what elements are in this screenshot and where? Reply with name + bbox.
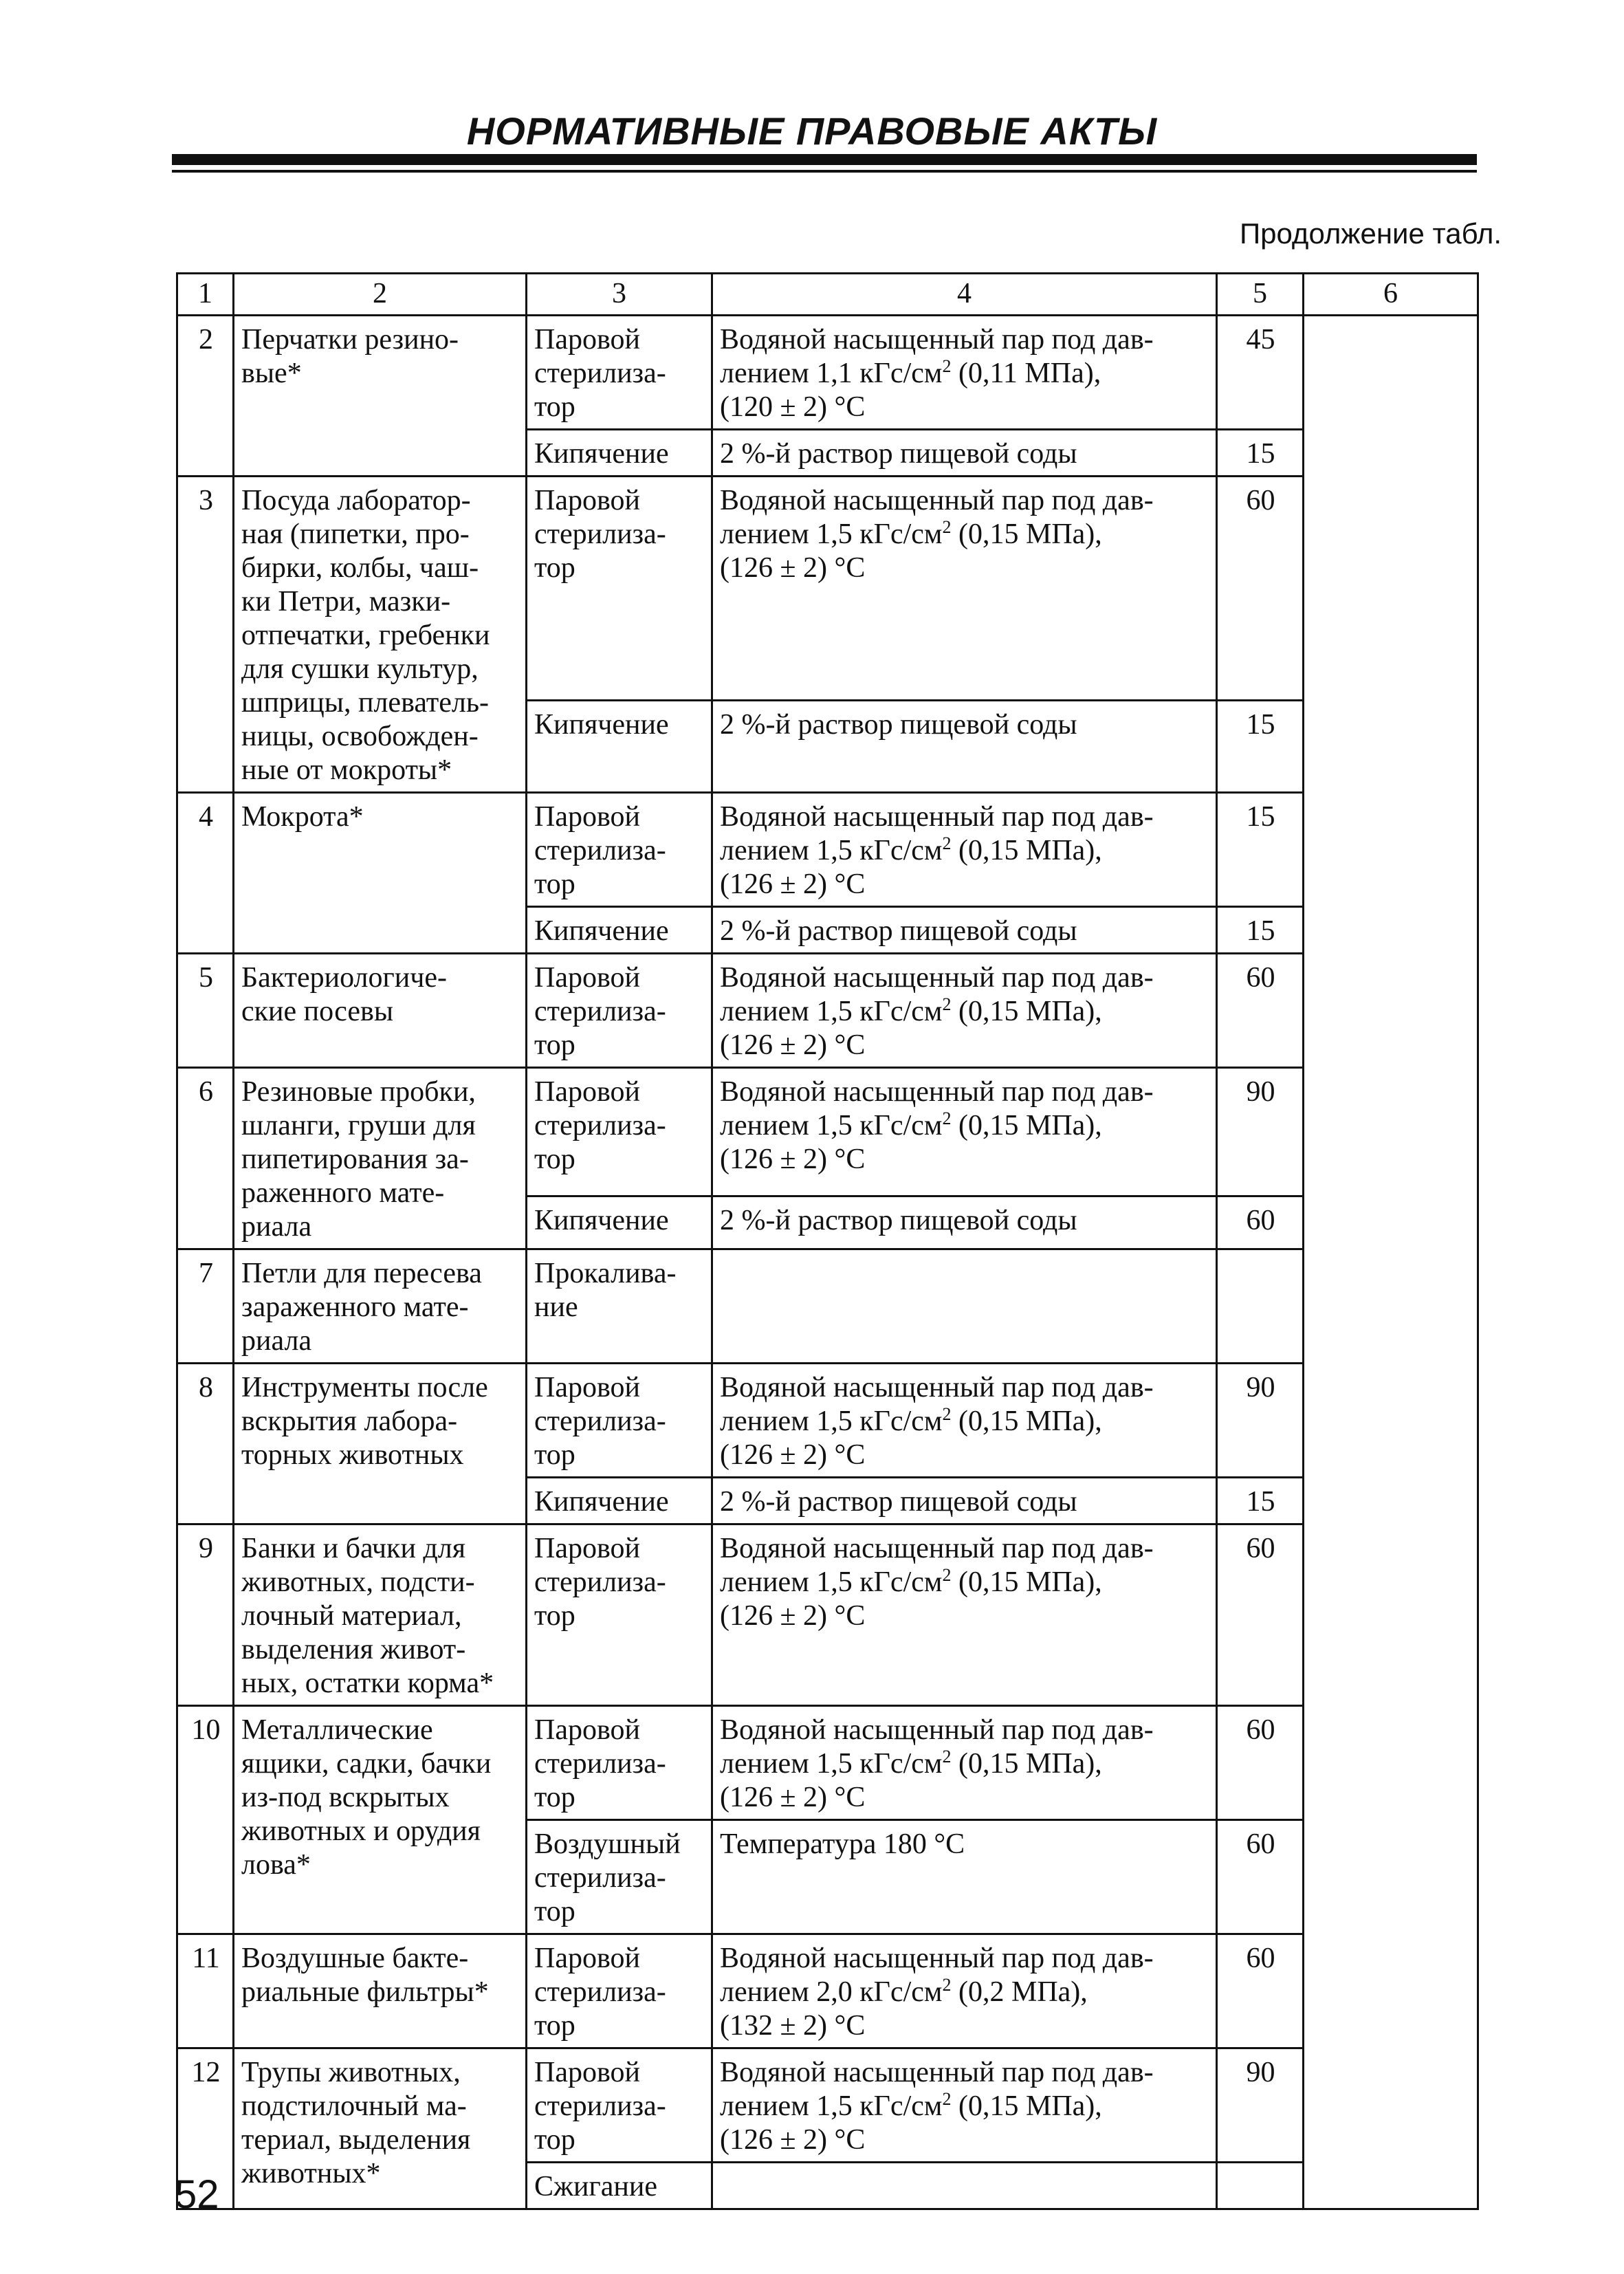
disinfection-table (176, 272, 1479, 2210)
mode-text-tail: (0,15 МПа), (126 ± 2) °С (720, 996, 1102, 1061)
mode-text: Водяной насыщенный пар под дав- лением 1,5 кГс/см (720, 1372, 1154, 1437)
exposure-time-cell: 15 (1217, 1478, 1304, 1524)
mode-text-tail: (0,15 МПа), (126 ± 2) °С (720, 1566, 1102, 1632)
mode-superscript: 2 (942, 994, 952, 1014)
header-rule-thick (172, 154, 1477, 165)
object-cell: Резиновые пробки, шланги, груши для пипетирования за- раженного мате- риала (234, 1068, 527, 1249)
row-number-cell: 10 (177, 1706, 234, 1934)
method-cell: Паровой стерилиза- тор (527, 316, 712, 430)
mode-cell (712, 2163, 1217, 2209)
mode-cell (712, 954, 1217, 1068)
method-cell: Паровой стерилиза- тор (527, 954, 712, 1068)
mode-text: Водяной насыщенный пар под дав- лением 1,5 кГс/см (720, 1076, 1154, 1141)
mode-text: Водяной насыщенный пар под дав- лением 1,5 кГс/см (720, 485, 1154, 550)
mode-cell (712, 793, 1217, 907)
method-cell: Паровой стерилиза- тор (527, 1068, 712, 1196)
method-cell: Кипячение (527, 907, 712, 954)
exposure-time-cell (1217, 2163, 1304, 2209)
object-cell: Бактериологиче- ские посевы (234, 954, 527, 1068)
method-cell: Паровой стерилиза- тор (527, 793, 712, 907)
exposure-time-cell (1217, 1249, 1304, 1364)
exposure-time-cell: 60 (1217, 477, 1304, 701)
row-number-cell: 6 (177, 1068, 234, 1249)
method-cell: Паровой стерилиза- тор (527, 1934, 712, 2048)
mode-text: 2 %-й раствор пищевой соды (720, 1486, 1077, 1518)
exposure-time-cell: 60 (1217, 1196, 1304, 1249)
object-cell: Петли для пересева зараженного мате- риала (234, 1249, 527, 1364)
object-cell: Мокрота* (234, 793, 527, 954)
mode-text: Водяной насыщенный пар под дав- лением 1,5 кГс/см (720, 1533, 1154, 1598)
table-row (177, 1364, 1478, 1478)
method-cell: Паровой стерилиза- тор (527, 1364, 712, 1478)
mode-text: Водяной насыщенный пар под дав- лением 2,0 кГс/см (720, 1943, 1154, 2008)
method-cell: Паровой стерилиза- тор (527, 1524, 712, 1706)
method-cell: Кипячение (527, 430, 712, 477)
object-cell: Металлические ящики, садки, бачки из-под вскрытых животных и орудия лова* (234, 1706, 527, 1934)
exposure-time-cell: 15 (1217, 430, 1304, 477)
exposure-time-cell: 15 (1217, 793, 1304, 907)
mode-text-tail: (0,15 МПа), (126 ± 2) °С (720, 1110, 1102, 1175)
column-number-cell: 6 (1304, 274, 1478, 316)
table-body (177, 274, 1478, 2209)
row-number-cell: 4 (177, 793, 234, 954)
exposure-time-cell: 90 (1217, 2048, 1304, 2163)
table-row (177, 1934, 1478, 2048)
mode-cell (712, 1706, 1217, 1820)
mode-superscript: 2 (942, 517, 952, 537)
row-number-cell: 2 (177, 316, 234, 477)
mode-text-tail: (0,15 МПа), (126 ± 2) °С (720, 2090, 1102, 2156)
method-cell: Воздушный стерилиза- тор (527, 1820, 712, 1934)
column-6-cell (1304, 316, 1478, 2209)
mode-superscript: 2 (942, 2089, 952, 2109)
mode-text-tail: (0,15 МПа), (126 ± 2) °С (720, 1406, 1102, 1471)
mode-cell (712, 701, 1217, 793)
mode-text-tail: (0,15 МПа), (126 ± 2) °С (720, 518, 1102, 584)
method-cell: Кипячение (527, 1196, 712, 1249)
mode-cell (712, 1934, 1217, 2048)
mode-superscript: 2 (942, 833, 952, 853)
method-cell: Паровой стерилиза- тор (527, 1706, 712, 1820)
mode-cell (712, 1196, 1217, 1249)
mode-superscript: 2 (942, 1747, 952, 1767)
mode-superscript: 2 (942, 1565, 952, 1585)
exposure-time-cell: 90 (1217, 1068, 1304, 1196)
mode-text: Водяной насыщенный пар под дав- лением 1,5 кГс/см (720, 1714, 1154, 1780)
row-number-cell: 12 (177, 2048, 234, 2209)
page-number: 52 (175, 2172, 219, 2217)
object-cell: Перчатки резино- вые* (234, 316, 527, 477)
table-row (177, 954, 1478, 1068)
table-row (177, 2048, 1478, 2163)
object-cell: Трупы животных, подстилочный ма- териал, выделения животных* (234, 2048, 527, 2209)
mode-superscript: 2 (942, 1975, 952, 1995)
table-row (177, 477, 1478, 701)
header-rule-thin (172, 170, 1477, 173)
method-cell: Кипячение (527, 701, 712, 793)
row-number-cell: 7 (177, 1249, 234, 1364)
exposure-time-cell: 15 (1217, 701, 1304, 793)
mode-superscript: 2 (942, 356, 952, 376)
object-cell: Банки и бачки для животных, подсти- лочный материал, выделения живот- ных, остатки корма* (234, 1524, 527, 1706)
method-cell: Паровой стерилиза- тор (527, 2048, 712, 2163)
mode-text: Температура 180 °С (720, 1828, 965, 1860)
row-number-cell: 3 (177, 477, 234, 793)
mode-cell (712, 477, 1217, 701)
mode-cell (712, 1068, 1217, 1196)
mode-text-tail: (0,2 МПа), (132 ± 2) °С (720, 1976, 1088, 2042)
table-row (177, 793, 1478, 907)
mode-text-tail: (0,11 МПа), (120 ± 2) °С (720, 358, 1101, 423)
mode-text: Водяной насыщенный пар под дав- лением 1,5 кГс/см (720, 801, 1154, 866)
mode-text: Водяной насыщенный пар под дав- лением 1,5 кГс/см (720, 2057, 1154, 2122)
table-row (177, 1068, 1478, 1196)
mode-superscript: 2 (942, 1404, 952, 1424)
method-cell: Прокалива- ние (527, 1249, 712, 1364)
mode-cell (712, 1524, 1217, 1706)
object-cell: Инструменты после вскрытия лабора- торных животных (234, 1364, 527, 1524)
column-number-cell: 3 (527, 274, 712, 316)
mode-text: 2 %-й раствор пищевой соды (720, 438, 1077, 470)
table-row (177, 1249, 1478, 1364)
mode-cell (712, 1478, 1217, 1524)
exposure-time-cell: 60 (1217, 1706, 1304, 1820)
mode-cell (712, 1364, 1217, 1478)
column-number-cell: 5 (1217, 274, 1304, 316)
exposure-time-cell: 90 (1217, 1364, 1304, 1478)
row-number-cell: 5 (177, 954, 234, 1068)
mode-text-tail: (0,15 МПа), (126 ± 2) °С (720, 1748, 1102, 1813)
table-row (177, 1524, 1478, 1706)
mode-text: 2 %-й раствор пищевой соды (720, 1205, 1077, 1237)
row-number-cell: 8 (177, 1364, 234, 1524)
mode-text: 2 %-й раствор пищевой соды (720, 709, 1077, 741)
column-number-cell: 4 (712, 274, 1217, 316)
table-continuation-label: Продолжение табл. (1239, 217, 1502, 250)
column-number-row (177, 274, 1478, 316)
mode-cell (712, 1820, 1217, 1934)
mode-cell (712, 2048, 1217, 2163)
object-cell: Посуда лаборатор- ная (пипетки, про- бирки, колбы, чаш- ки Петри, мазки- отпечатки, гребенки для сушки культур, шприцы, плеватель- ницы, освобожден- ные от мокроты* (234, 477, 527, 793)
row-number-cell: 9 (177, 1524, 234, 1706)
table-row (177, 316, 1478, 430)
mode-text-tail: (0,15 МПа), (126 ± 2) °С (720, 835, 1102, 900)
mode-text: Водяной насыщенный пар под дав- лением 1,5 кГс/см (720, 962, 1154, 1027)
method-cell: Паровой стерилиза- тор (527, 477, 712, 701)
exposure-time-cell: 60 (1217, 954, 1304, 1068)
page-header-title: НОРМАТИВНЫЕ ПРАВОВЫЕ АКТЫ (466, 109, 1158, 153)
mode-text: 2 %-й раствор пищевой соды (720, 915, 1077, 947)
method-cell: Сжигание (527, 2163, 712, 2209)
exposure-time-cell: 60 (1217, 1524, 1304, 1706)
mode-cell (712, 907, 1217, 954)
mode-cell (712, 430, 1217, 477)
row-number-cell: 11 (177, 1934, 234, 2048)
column-number-cell: 1 (177, 274, 234, 316)
table-row (177, 1706, 1478, 1820)
method-cell: Кипячение (527, 1478, 712, 1524)
object-cell: Воздушные бакте- риальные фильтры* (234, 1934, 527, 2048)
mode-cell (712, 1249, 1217, 1364)
mode-cell (712, 316, 1217, 430)
exposure-time-cell: 15 (1217, 907, 1304, 954)
mode-superscript: 2 (942, 1108, 952, 1128)
exposure-time-cell: 60 (1217, 1820, 1304, 1934)
mode-text: Водяной насыщенный пар под дав- лением 1,1 кГс/см (720, 324, 1154, 389)
exposure-time-cell: 45 (1217, 316, 1304, 430)
exposure-time-cell: 60 (1217, 1934, 1304, 2048)
column-number-cell: 2 (234, 274, 527, 316)
